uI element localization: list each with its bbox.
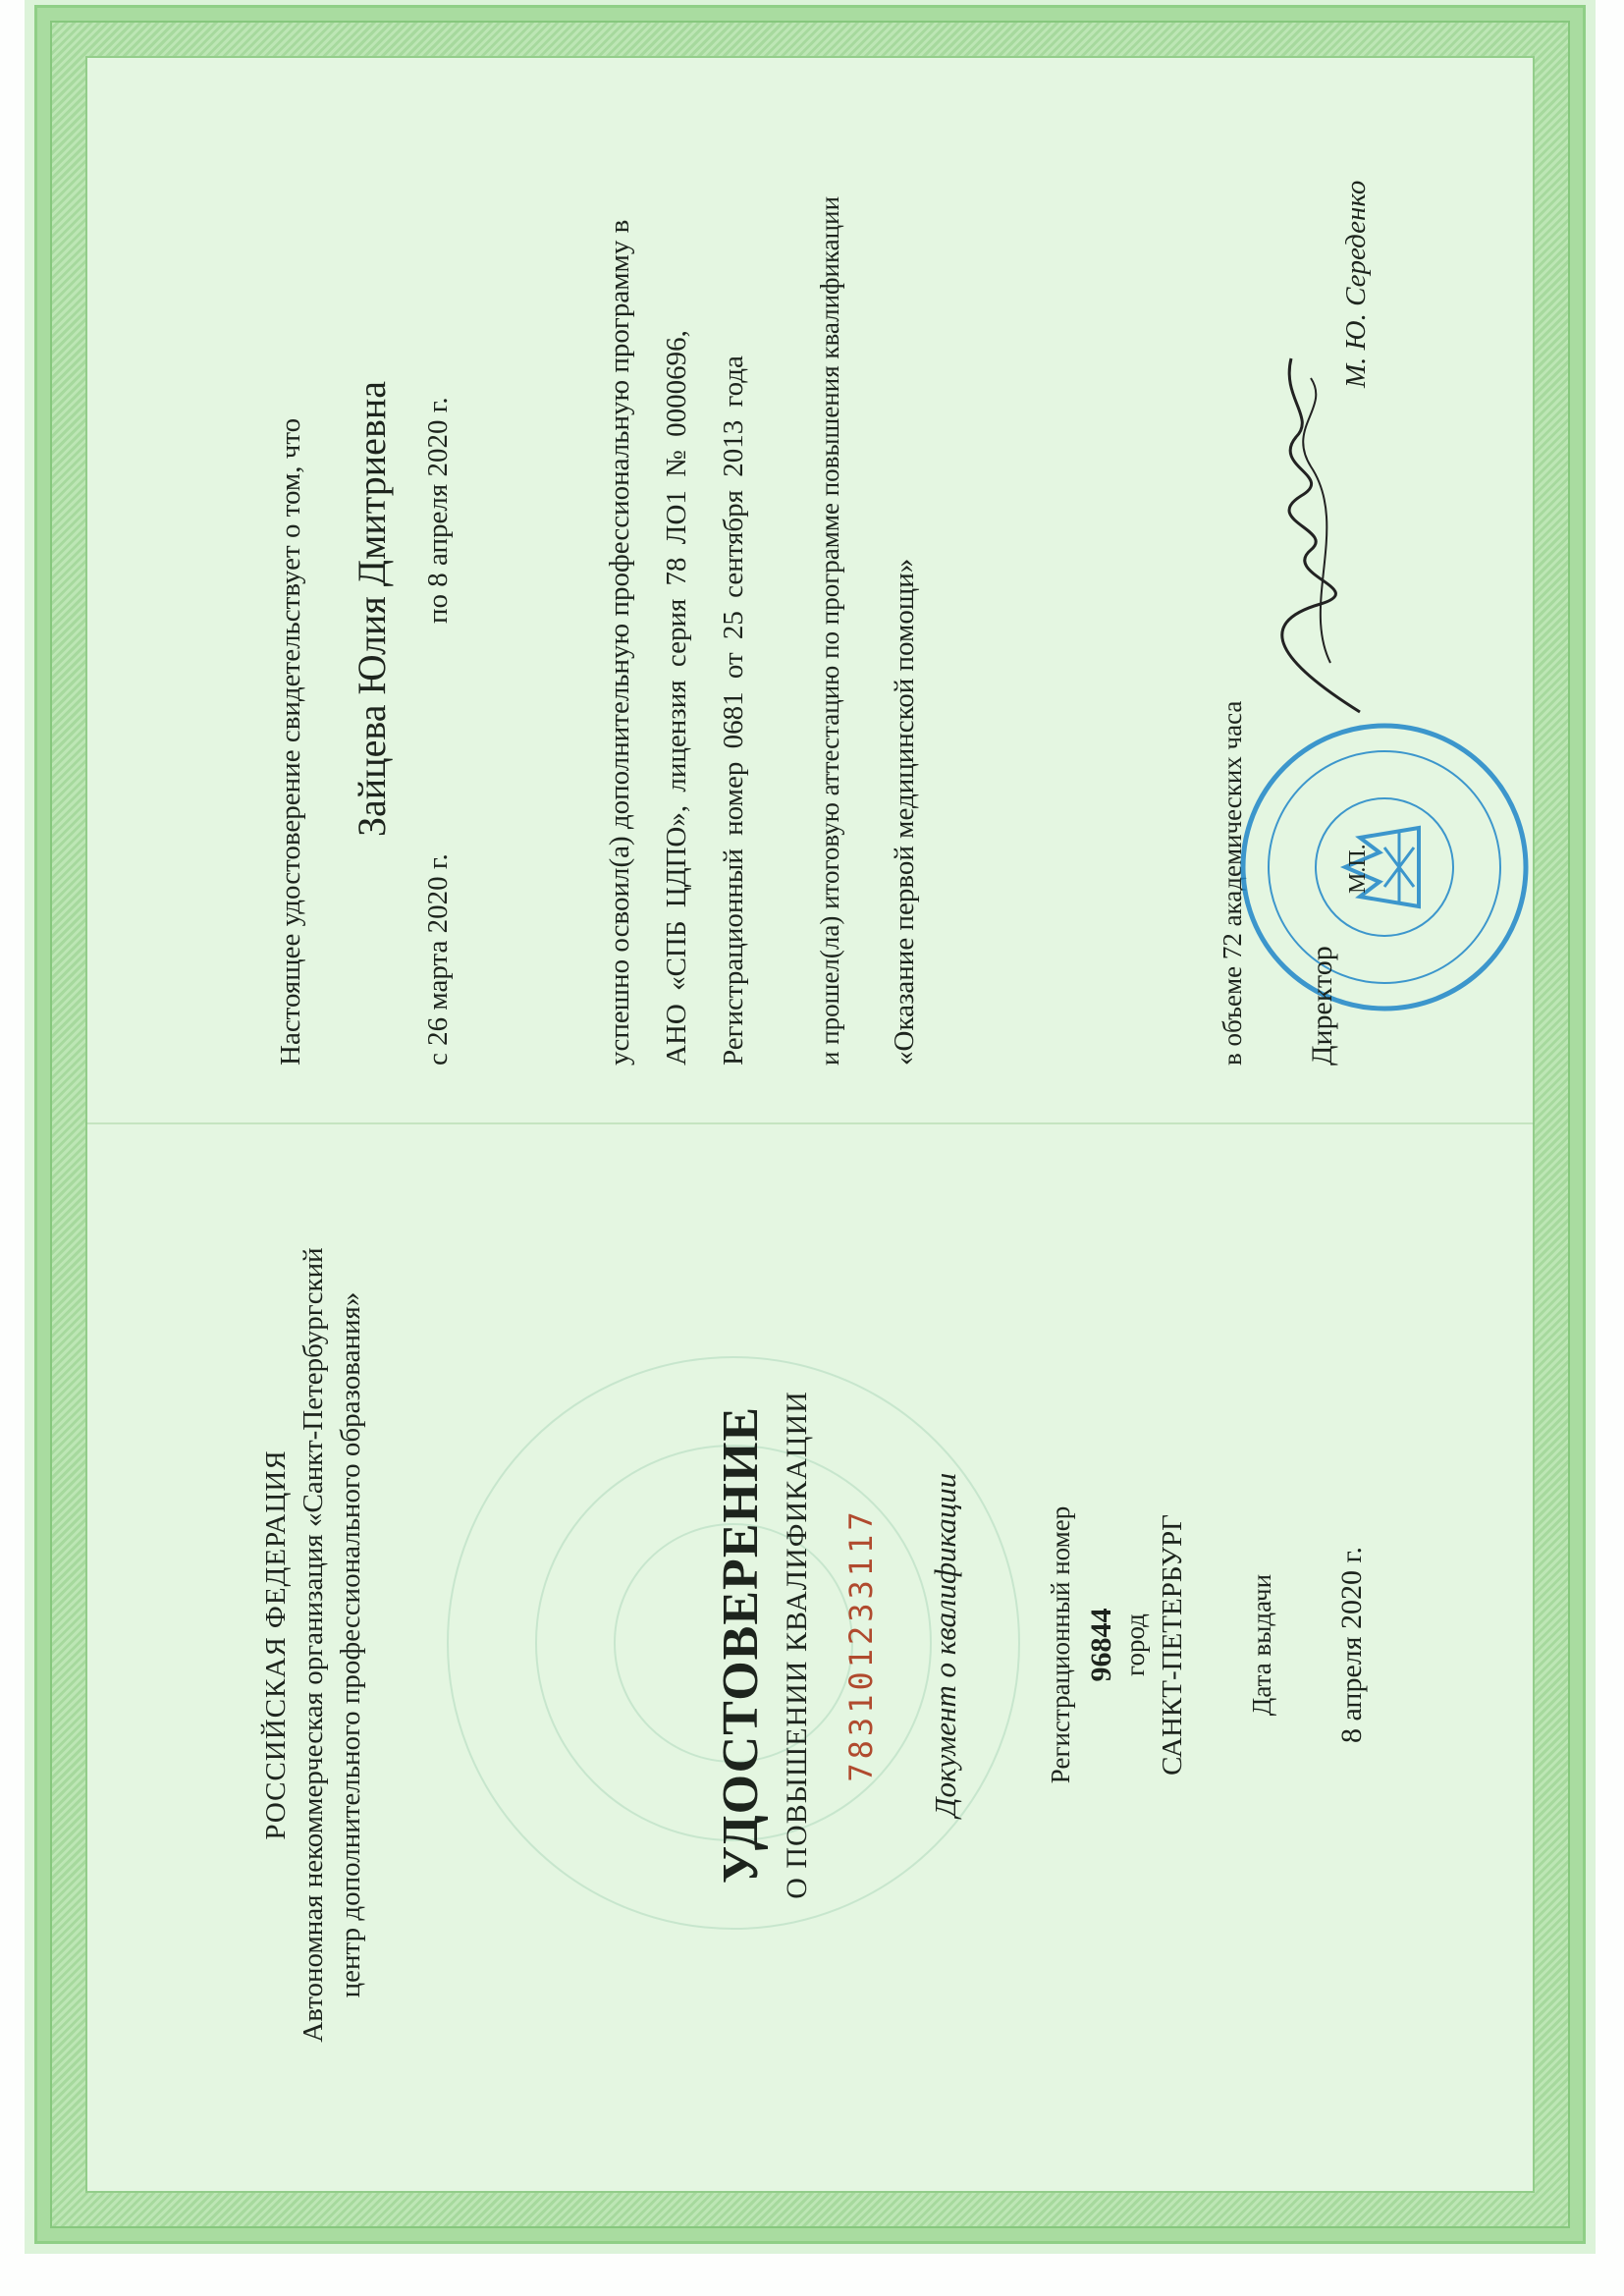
city-label: город bbox=[1120, 1613, 1150, 1676]
blank-serial-number: 783101233117 bbox=[842, 1507, 880, 1782]
director-label: Директор bbox=[1306, 946, 1338, 1066]
mastered-line-2: АНО «СПБ ЦДПО», лицензия серия 78 ЛО1 № 0000696, bbox=[661, 330, 692, 1066]
document-title: УДОСТОВЕРЕНИЕ bbox=[713, 1405, 769, 1885]
document-subtitle: О ПОВЫШЕНИИ КВАЛИФИКАЦИИ bbox=[781, 1391, 813, 1899]
registration-label: Регистрационный номер bbox=[1046, 1505, 1075, 1784]
signer-name: М. Ю. Середенко bbox=[1340, 180, 1372, 388]
organization-line-1: Автономная некоммерческая организация «Санкт-Петербургский bbox=[298, 1247, 329, 2043]
registration-number: 96844 bbox=[1085, 1608, 1117, 1682]
issue-date: 8 апреля 2020 г. bbox=[1335, 1547, 1368, 1743]
seal-mark: М.П. bbox=[1345, 844, 1371, 894]
intro-text: Настоящее удостоверение свидетельствует о том, что bbox=[275, 417, 306, 1066]
blue-seal-stamp bbox=[1237, 720, 1532, 1014]
period-end: по 8 апреля 2020 г. bbox=[422, 397, 454, 624]
organization-line-2: центр дополнительного профессионального образования» bbox=[335, 1291, 366, 1998]
period-start: с 26 марта 2020 г. bbox=[422, 853, 454, 1066]
program-name: «Оказание первой медицинской помощи» bbox=[889, 558, 920, 1066]
country-heading: РОССИЙСКАЯ ФЕДЕРАЦИЯ bbox=[260, 1449, 292, 1840]
center-fold bbox=[85, 1122, 1535, 1124]
attestation-text: и прошел(ла) итоговую аттестацию по программе повышения квалификации bbox=[815, 195, 844, 1066]
document-type: Документ о квалификации bbox=[928, 1472, 962, 1818]
mastered-line-3: Регистрационный номер 0681 от 25 сентября 2013 года bbox=[718, 355, 749, 1066]
handwritten-signature bbox=[1242, 349, 1380, 722]
hours-volume: в объеме 72 академических часа bbox=[1218, 700, 1247, 1066]
certificate bbox=[25, 0, 1596, 2254]
holder-name: Зайцева Юлия Дмитриевна bbox=[350, 381, 394, 838]
issue-date-label: Дата выдачи bbox=[1247, 1573, 1276, 1717]
mastered-line-1: успешно освоил(а) дополнительную профессиональную программу в bbox=[604, 219, 635, 1066]
city-name: САНКТ-ПЕТЕРБУРГ bbox=[1157, 1514, 1188, 1776]
